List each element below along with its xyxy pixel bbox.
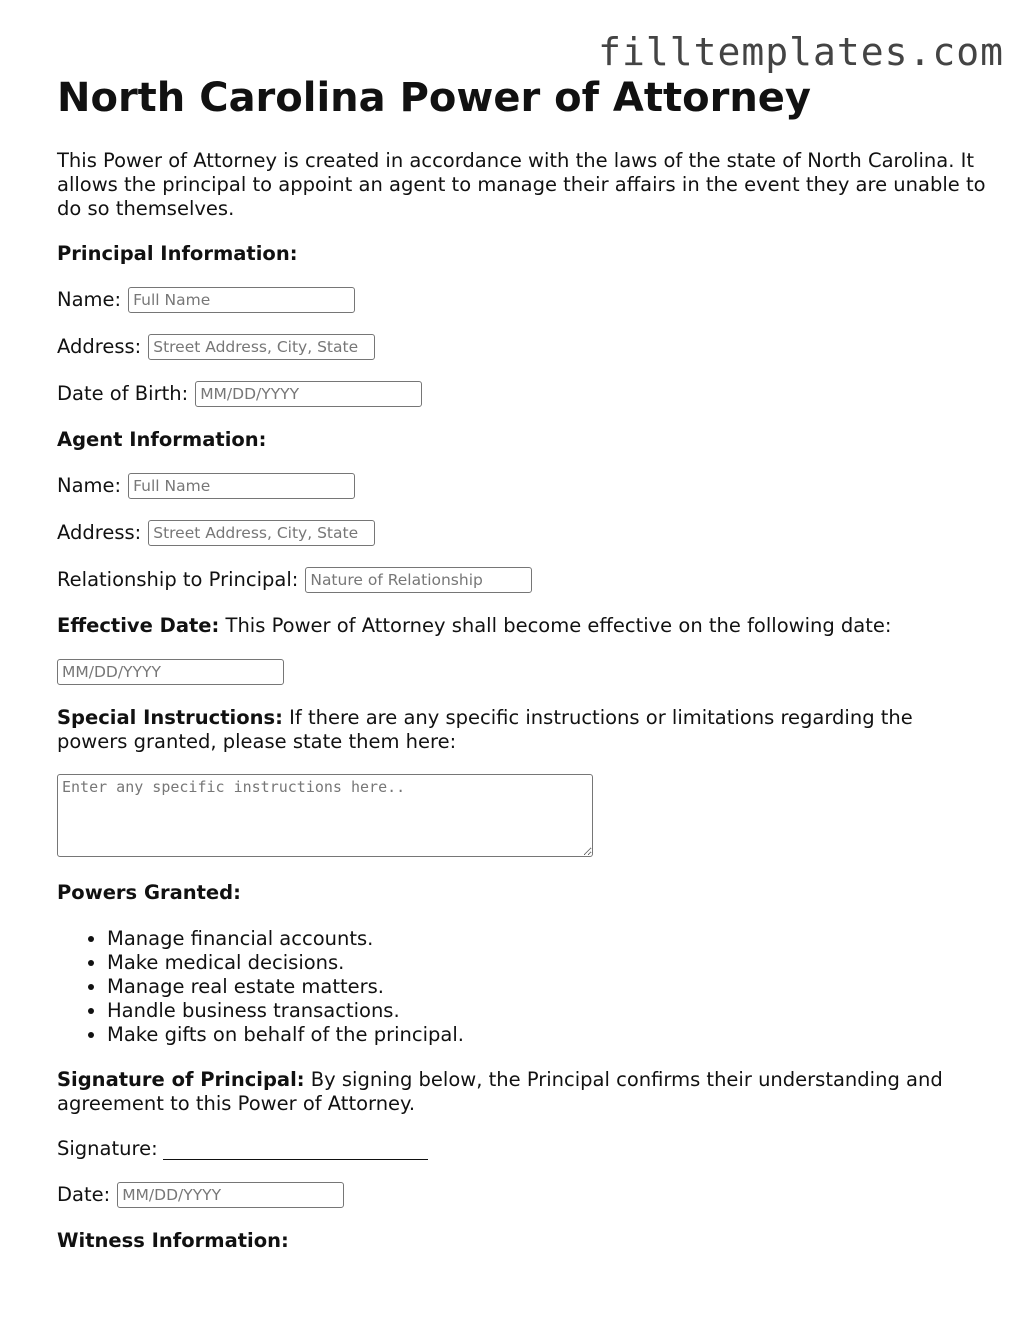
principal-address-input[interactable]	[148, 334, 375, 360]
effective-date-paragraph	[57, 614, 987, 638]
agent-name-input[interactable]	[128, 473, 355, 499]
agent-address-row	[57, 520, 987, 546]
signature-date-row	[57, 1182, 987, 1208]
power-item: • Manage financial accounts.	[107, 927, 987, 951]
principal-dob-input[interactable]	[195, 381, 422, 407]
document-page	[57, 72, 987, 1253]
principal-name-input[interactable]	[128, 287, 355, 313]
principal-name-row	[57, 287, 987, 313]
power-item: • Make gifts on behalf of the principal.	[107, 1023, 987, 1047]
signature-paragraph	[57, 1068, 987, 1116]
special-instructions-heading: Special Instructions:	[57, 706, 283, 729]
effective-date-text: This Power of Attorney shall become effective on the following date:	[225, 614, 892, 637]
site-watermark: filltemplates.com	[598, 30, 1004, 74]
signature-date-input[interactable]	[117, 1182, 344, 1208]
effective-date-input[interactable]	[57, 659, 284, 685]
signature-date-label: Date:	[57, 1183, 111, 1206]
agent-heading: Agent Information:	[57, 428, 267, 451]
power-item: • Make medical decisions.	[107, 951, 987, 975]
principal-dob-label: Date of Birth:	[57, 382, 189, 405]
signature-label: Signature:	[57, 1137, 158, 1160]
principal-address-row	[57, 334, 987, 360]
powers-heading: Powers Granted:	[57, 881, 241, 904]
signature-heading: Signature of Principal:	[57, 1068, 305, 1091]
witness-heading: Witness Information:	[57, 1229, 289, 1252]
principal-address-label: Address:	[57, 335, 142, 358]
special-instructions-box	[57, 774, 987, 857]
page-title: North Carolina Power of Attorney	[57, 75, 812, 121]
agent-relationship-label: Relationship to Principal:	[57, 568, 299, 591]
principal-heading: Principal Information:	[57, 242, 298, 265]
principal-dob-row	[57, 381, 987, 407]
agent-address-label: Address:	[57, 521, 142, 544]
effective-date-row	[57, 659, 987, 685]
special-instructions-paragraph	[57, 706, 987, 754]
powers-list	[57, 927, 987, 1047]
signature-row	[57, 1137, 987, 1161]
agent-relationship-input[interactable]	[305, 567, 532, 593]
agent-relationship-row	[57, 567, 987, 593]
principal-name-label: Name:	[57, 288, 122, 311]
signature-text: By signing below, the Principal confirms their understanding and agreement to this Power of Attorney.	[57, 1068, 943, 1115]
effective-date-heading: Effective Date:	[57, 614, 220, 637]
signature-line[interactable]	[163, 1139, 428, 1160]
special-instructions-text: If there are any specific instructions or limitations regarding the powers granted, please state them here:	[57, 706, 913, 753]
agent-name-label: Name:	[57, 474, 122, 497]
special-instructions-textarea[interactable]	[57, 774, 593, 857]
agent-address-input[interactable]	[148, 520, 375, 546]
power-item: • Manage real estate matters.	[107, 975, 987, 999]
agent-name-row	[57, 473, 987, 499]
power-item: • Handle business transactions.	[107, 999, 987, 1023]
intro-paragraph: This Power of Attorney is created in accordance with the laws of the state of North Carolina. It allows the principal to appoint an agent to manage their affairs in the event they are unable to do so themselves.	[57, 149, 986, 220]
